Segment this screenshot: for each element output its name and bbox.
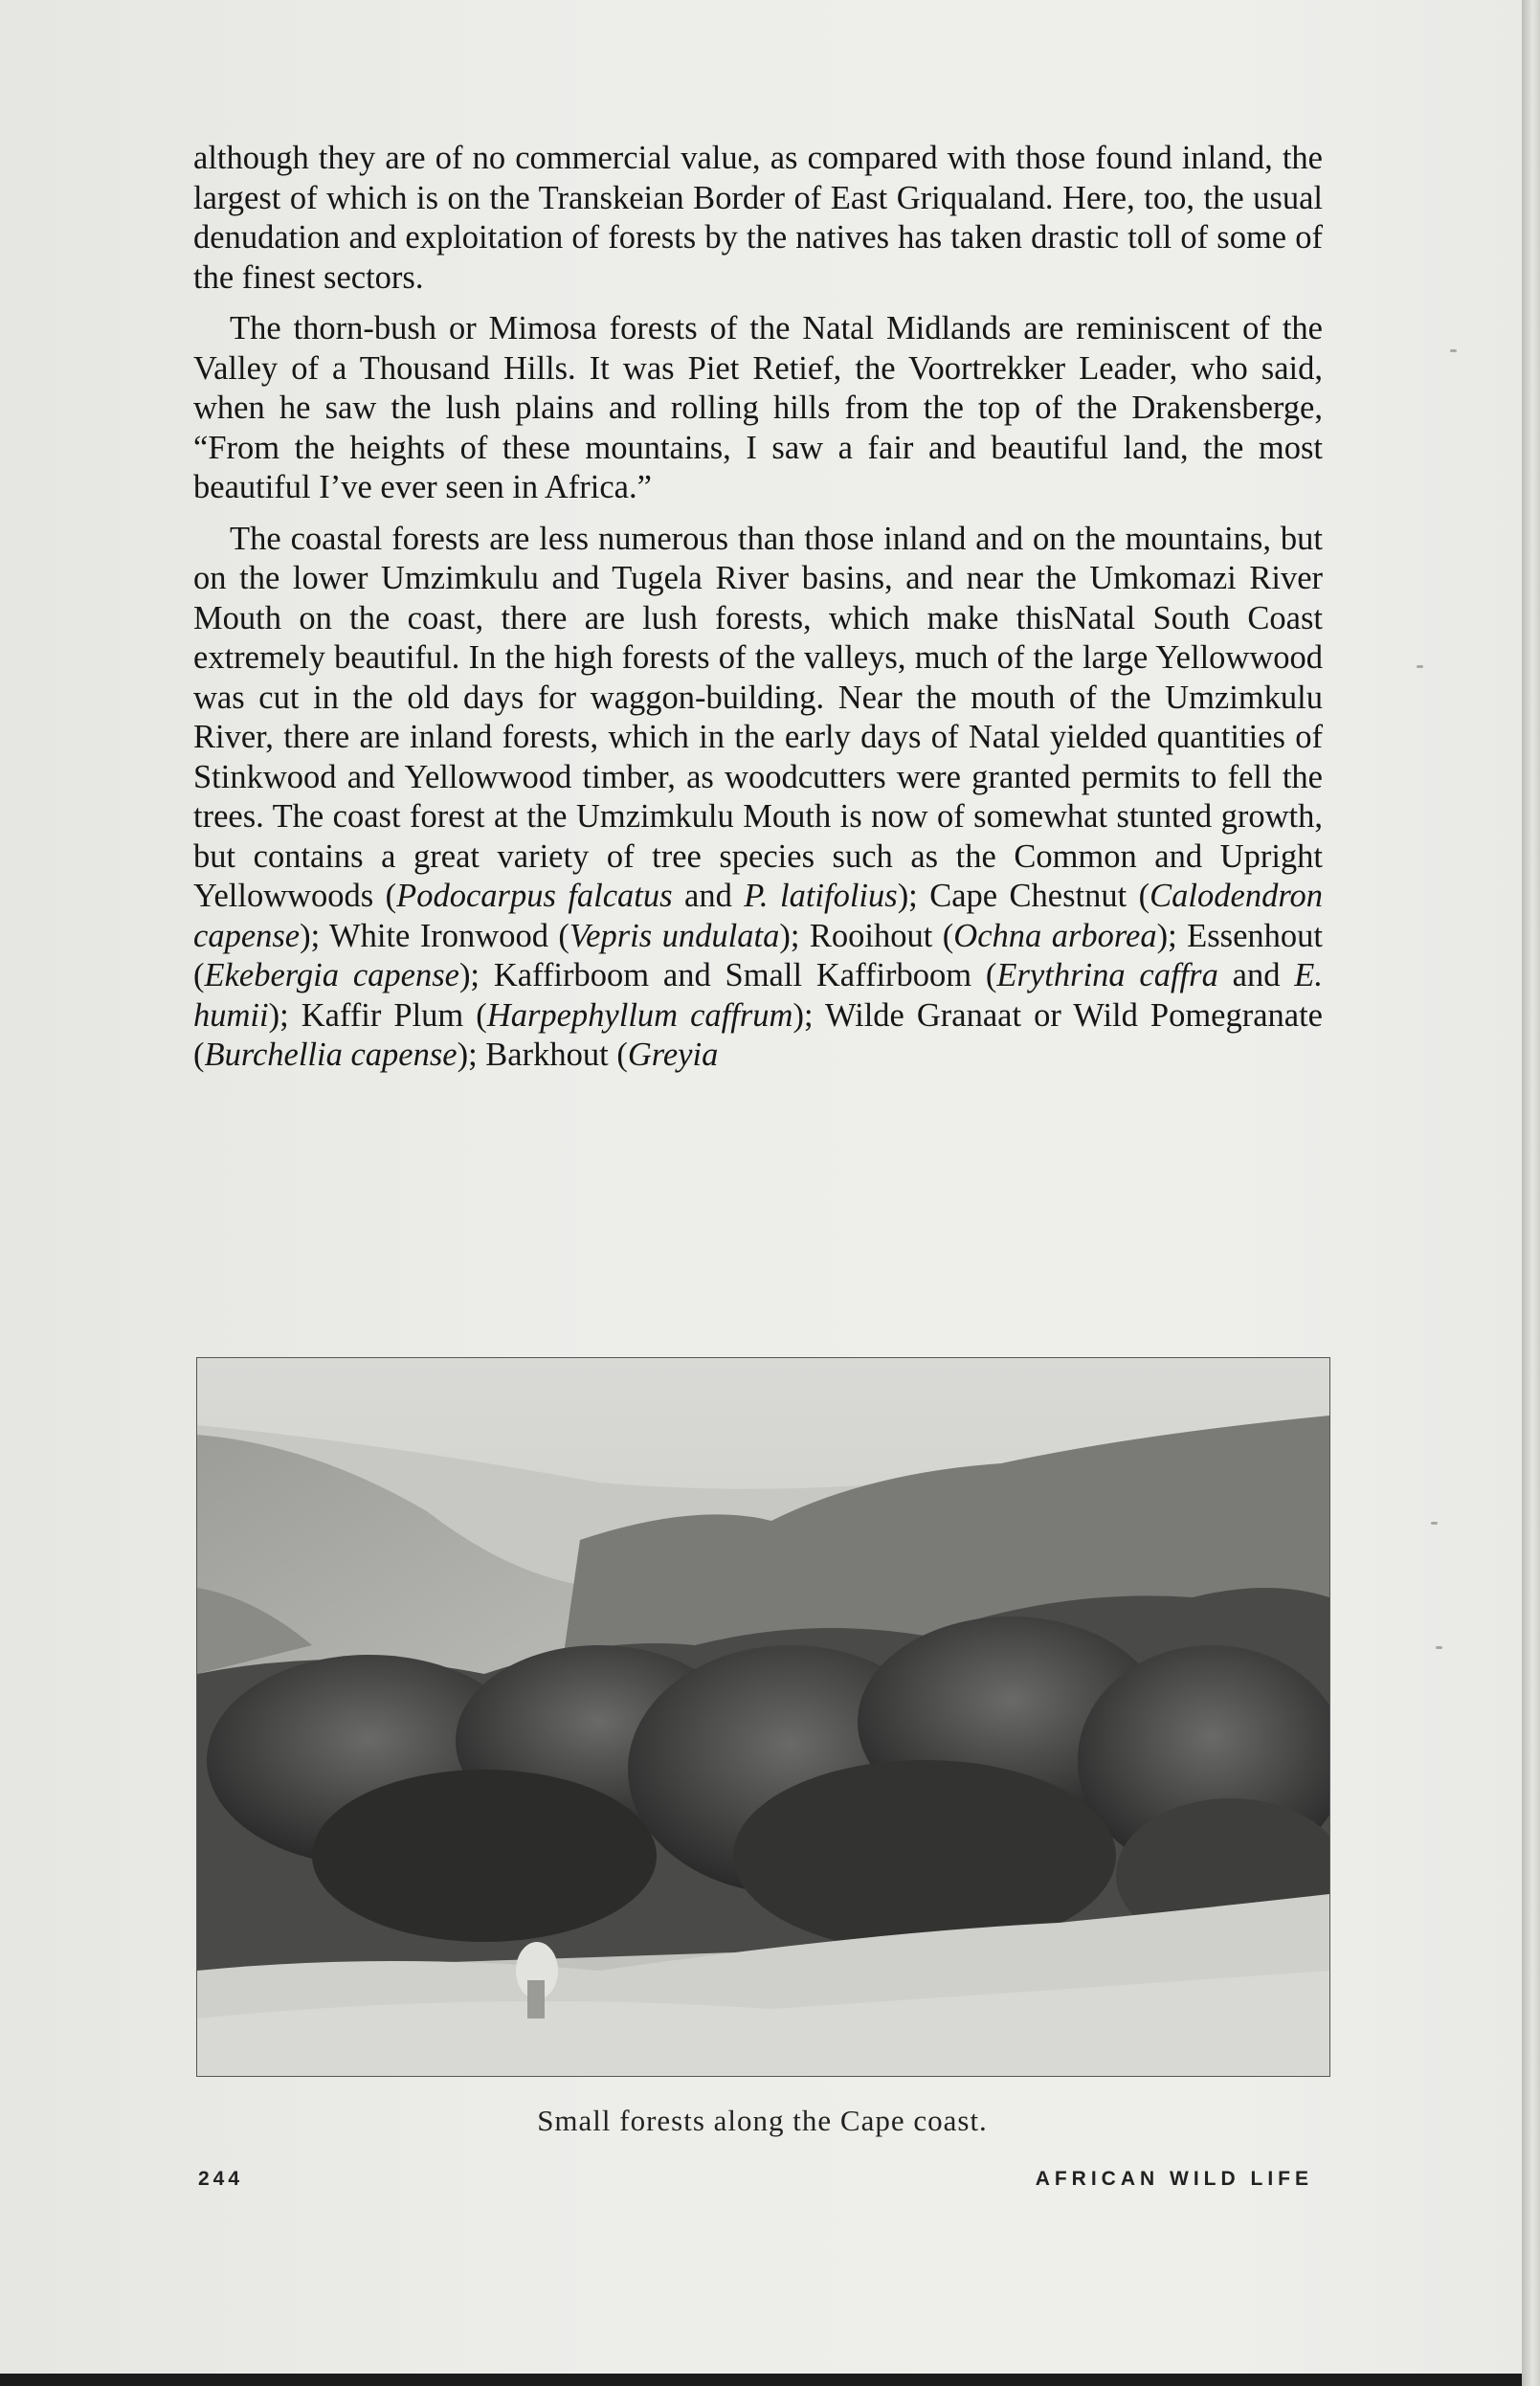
paragraph-3-text: ); Kaffirboom and Small Kaffirboom (	[458, 957, 997, 993]
photo-caption: Small forests along the Cape coast.	[537, 2104, 988, 2137]
page-edge	[1522, 0, 1540, 2386]
page-number: 244	[198, 2168, 244, 2190]
paragraph-2: The thorn-bush or Mimosa forests of the Natal Midlands are reminiscent of the Valley of a Thousand Hills. It was Piet Retief, the Voortrekker Leader, who said, when he saw the lush plains and rolling hills from the top of the Drakensberge, “From the heights of these mountains, I saw a fair and beautiful land, the most beautiful I’ve ever seen in Africa.”	[193, 310, 1323, 505]
species-name: Erythrina caffra	[996, 957, 1218, 993]
paragraph-3-text: ); Barkhout (	[457, 1037, 628, 1073]
species-name: E. humii	[193, 957, 1323, 1034]
paragraph-3-text: and	[672, 878, 745, 914]
article-body	[193, 139, 1323, 1087]
species-name: Calodendron capense	[193, 878, 1323, 954]
paragraph-3-text: The coastal forests are less numerous than those inland and on the mountains, but on the lower Umzimkulu and Tugela River basins, and near the Umkomazi River Mouth on the coast, there are lush forests, which make thisNatal South Coast extremely beautiful. In the high forests of the valleys, much of the large Yellowwood was cut in the old days for waggon-building. Near the mouth of the Umzimkulu River, there are inland forests, which in the early days of Natal yielded quantities of Stinkwood and Yellowwood timber, as woodcutters were granted permits to fell the trees. The coast forest at the Umzimkulu Mouth is now of somewhat stunted growth, but contains a great variety of tree species such as the Common and Upright Yellowwoods (	[193, 520, 1323, 914]
species-name: Harpephyllum caffrum	[486, 996, 793, 1034]
running-footer: AFRICAN WILD LIFE	[1035, 2168, 1313, 2190]
paper-speck	[1417, 665, 1423, 668]
paragraph-3-text: and	[1217, 957, 1295, 993]
paragraph-3-text: ); Essenhout (	[193, 917, 1323, 993]
species-name: Burchellia capense	[204, 1037, 458, 1073]
paragraph-1: although they are of no commercial value, as compared with those found inland, the largest of which is on the Transkeian Border of East Griqualand. Here, too, the usual denudation and exploitation of forests by the natives has taken drastic toll of some of the finest sectors.	[193, 140, 1323, 296]
paper-speck	[1431, 1522, 1438, 1525]
paper-speck	[1436, 1646, 1442, 1649]
paragraph-3-text: ); Wilde Granaat or Wild Pomegranate (	[193, 996, 1323, 1073]
paragraph-3-text: ); Kaffir Plum (	[268, 996, 487, 1034]
forest-photograph	[196, 1357, 1330, 2077]
paragraph-3-text: ); White Ironwood (	[300, 917, 569, 954]
species-name: P. latifolius	[744, 878, 898, 914]
species-name: Ekebergia capense	[204, 957, 459, 993]
forest-photo-image	[197, 1358, 1329, 2076]
species-name: Ochna arborea	[953, 917, 1157, 954]
species-name: Vepris undulata	[569, 917, 780, 954]
paper-speck	[1450, 349, 1457, 352]
paragraph-3	[193, 520, 1323, 1076]
species-name: Greyia	[627, 1037, 719, 1073]
paragraph-3-text: ); Cape Chestnut (	[897, 878, 1150, 914]
paragraph-3-text: ); Rooihout (	[779, 917, 954, 954]
species-name: Podocarpus falcatus	[396, 878, 673, 914]
